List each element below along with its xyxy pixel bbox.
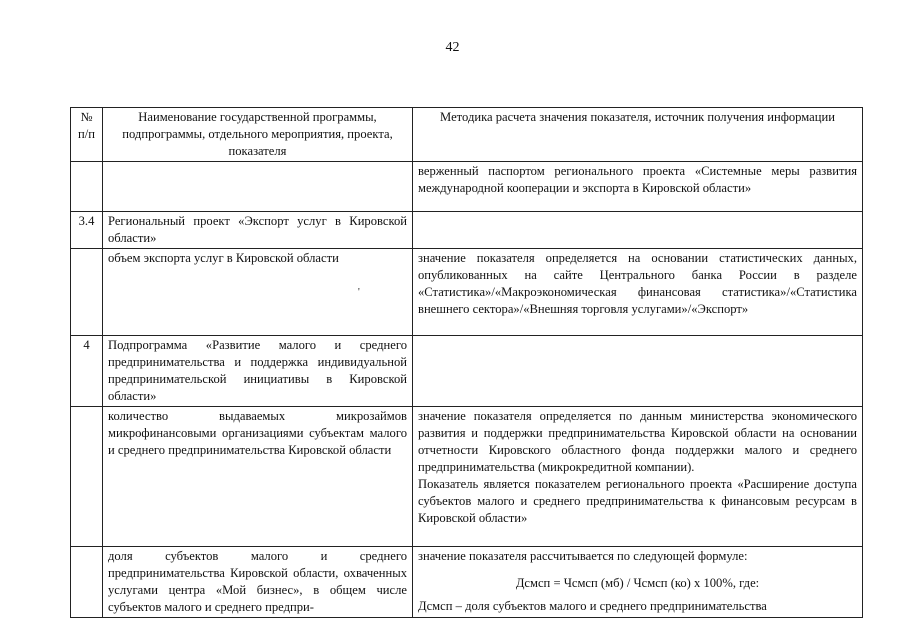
- indicators-table: [70, 107, 863, 618]
- header-num: № п/п: [71, 108, 103, 162]
- row-method-note: Показатель является показателем регионального проекта «Расширение доступа субъектов малого и среднего предпринимательства к финансовым ресурсам в Кировской области»: [418, 477, 857, 525]
- table-row: [71, 249, 863, 336]
- row-num: 3.4: [71, 212, 103, 249]
- row-method-note: Дсмсп – доля субъектов малого и среднего предпринимательства: [418, 599, 767, 613]
- row-method: значение показателя рассчитывается по следующей формуле:: [418, 549, 748, 563]
- table-row: [71, 547, 863, 618]
- row-method: значение показателя определяется по данным министерства экономического развития и поддержки предпринимательства Кировской области на основании отчетности Кировского областного фонда поддержки малого и среднего предпринимательства (микрокредитной компании).: [418, 409, 857, 474]
- row-name: Региональный проект «Экспорт услуг в Кировской области»: [103, 212, 413, 249]
- table-header-row: [71, 108, 863, 162]
- header-method: Методика расчета значения показателя, источник получения информации: [413, 108, 863, 162]
- table-row: [71, 162, 863, 212]
- row-method: значение показателя определяется на основании статистических данных, опубликованных на сайте Центрального банка России в разделе «Статистика»/«Макроэкономическая финансовая статистика»/«Статистика внешнего сектора»/«Внешняя торговля услугами»/«Экспорт»: [413, 249, 863, 336]
- row-name: количество выдаваемых микрозаймов микрофинансовыми организациями субъектам малого и среднего предпринимательства Кировской области: [103, 407, 413, 547]
- row-num: [71, 162, 103, 212]
- row-name: объем экспорта услуг в Кировской области: [108, 251, 339, 265]
- row-method: верженный паспортом регионального проекта «Системные меры развития международной кооперации и экспорта в Кировской области»: [413, 162, 863, 212]
- row-formula: Дсмсп = Чсмсп (мб) / Чсмсп (ко) х 100%, где:: [515, 576, 760, 590]
- table-row: [71, 336, 863, 407]
- row-num: 4: [71, 336, 103, 407]
- page-number: 42: [445, 40, 460, 55]
- row-num: [71, 407, 103, 547]
- row-method: [413, 212, 863, 249]
- row-method: [413, 336, 863, 407]
- table-row: [71, 407, 863, 547]
- row-name: доля субъектов малого и среднего предпринимательства Кировской области, охваченных услугами центра «Мой бизнес», в общем числе субъектов малого и среднего предпри-: [103, 547, 413, 618]
- row-method-cell: [413, 407, 863, 547]
- row-num: [71, 249, 103, 336]
- row-method-cell: [413, 547, 863, 618]
- row-name-cell: [103, 249, 413, 336]
- row-num: [71, 547, 103, 618]
- header-name: Наименование государственной программы, подпрограммы, отдельного мероприятия, проекта, показателя: [103, 108, 413, 162]
- row-name-mark: ': [358, 287, 360, 298]
- table-row: [71, 212, 863, 249]
- row-name: [103, 162, 413, 212]
- row-name: Подпрограмма «Развитие малого и среднего предпринимательства и поддержка индивидуальной предпринимательской инициативы в Кировской области»: [103, 336, 413, 407]
